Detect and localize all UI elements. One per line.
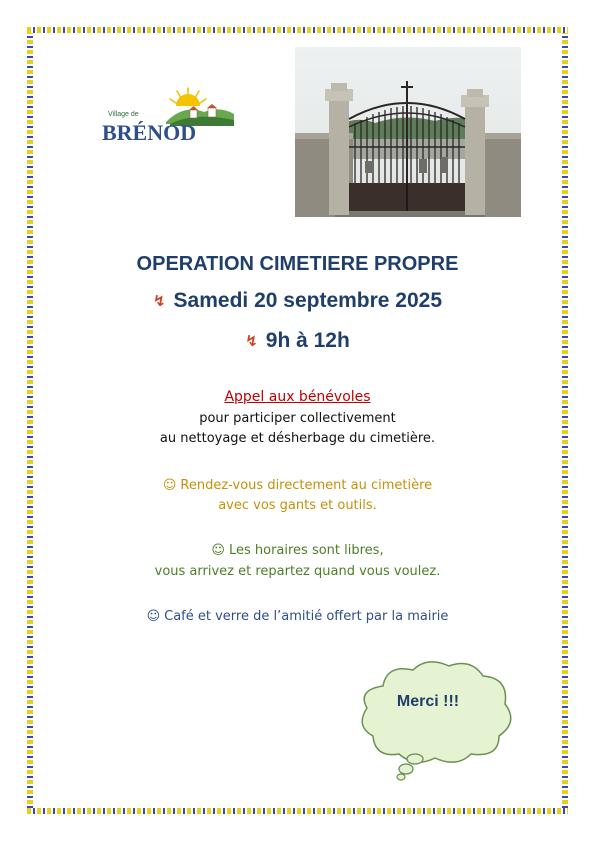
event-hours <box>0 329 595 353</box>
arrow-icon: ↯ <box>152 292 166 310</box>
appeal-line-1: pour participer collectivement <box>199 411 396 426</box>
event-title: OPERATION CIMETIERE PROPRE <box>136 253 459 275</box>
smiley-icon: ☺ <box>162 478 177 493</box>
smiley-icon: ☺ <box>146 609 161 624</box>
cemetery-gate-photo <box>295 47 521 217</box>
cloud-icon <box>353 656 521 782</box>
logo-small-text: Village de <box>108 111 139 118</box>
note-2-line-1 <box>0 543 595 558</box>
thank-you-text: Merci !!! <box>396 693 460 710</box>
note-1-text: Rendez-vous directement au cimetière <box>180 478 433 493</box>
event-date <box>0 289 595 313</box>
arrow-icon: ↯ <box>245 332 258 350</box>
note-2-line-2: vous arrivez et repartez quand vous voulez. <box>154 564 441 579</box>
thought-cloud <box>353 656 521 782</box>
event-date-text: Samedi 20 septembre 2025 <box>173 289 443 312</box>
appeal-title: Appel aux bénévoles <box>224 389 371 405</box>
smiley-icon: ☺ <box>211 543 225 558</box>
note-1-line-1 <box>0 478 595 493</box>
note-3-text: Café et verre de l’amitié offert par la mairie <box>164 609 449 624</box>
note-3-line-1 <box>0 609 595 624</box>
brenod-logo-icon <box>84 82 252 154</box>
logo-name-text: BRÉNOD <box>102 120 197 145</box>
note-2-text: Les horaires sont libres, <box>228 543 384 558</box>
event-hours-text: 9h à 12h <box>265 329 350 352</box>
note-1-line-2: avec vos gants et outils. <box>218 498 377 513</box>
appeal-line-2: au nettoyage et désherbage du cimetière. <box>159 431 436 446</box>
village-logo <box>84 82 252 154</box>
